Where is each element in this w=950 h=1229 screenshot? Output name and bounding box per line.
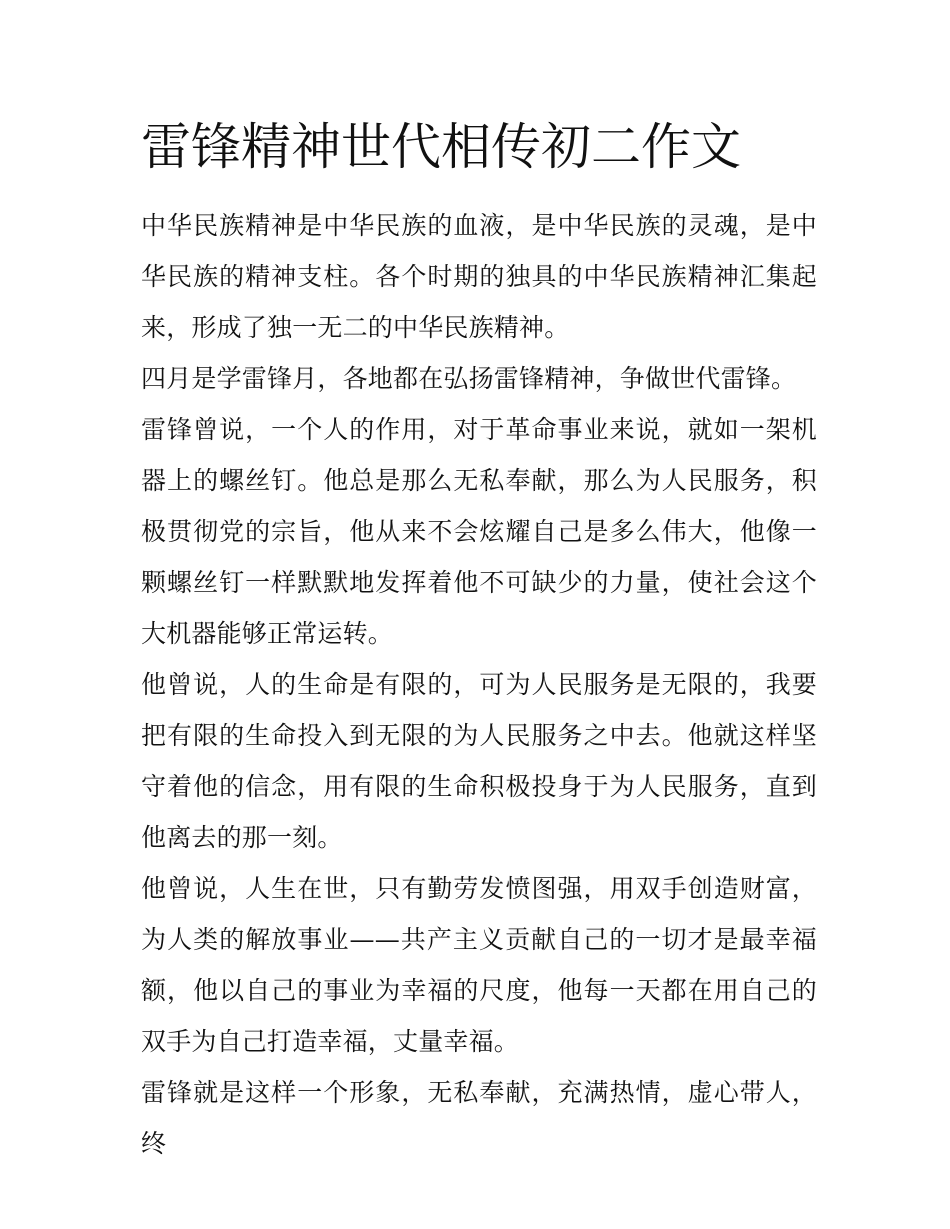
paragraph-2: 四月是学雷锋月，各地都在弘扬雷锋精神，争做世代雷锋。 bbox=[141, 364, 797, 393]
paragraph-3: 雷锋曾说，一个人的作用，对于革命事业来说，就如一架机器上的螺丝钉。他总是那么无私奉献，那么为人民服务，积极贯彻党的宗旨，他从来不会炫耀自己是多么伟大，他像一颗螺丝钉一样默默地发挥着他不可缺少的力量，使社会这个大机器能够正常运转。 bbox=[141, 415, 817, 648]
paragraph-4: 他曾说，人的生命是有限的，可为人民服务是无限的，我要把有限的生命投入到无限的为人民服务之中去。他就这样坚守着他的信念，用有限的生命积极投身于为人民服务，直到他离去的那一刻。 bbox=[141, 670, 817, 852]
document-content bbox=[141, 112, 817, 1169]
paragraph-1: 中华民族精神是中华民族的血液，是中华民族的灵魂，是中华民族的精神支柱。各个时期的独具的中华民族精神汇集起来，形成了独一无二的中华民族精神。 bbox=[141, 211, 817, 342]
paragraph-6: 雷锋就是这样一个形象，无私奉献，充满热情，虚心带人，终 bbox=[141, 1078, 817, 1158]
document-body bbox=[141, 200, 817, 1169]
paragraph-5: 他曾说，人生在世，只有勤劳发愤图强，用双手创造财富，为人类的解放事业——共产主义贡献自己的一切才是最幸福额，他以自己的事业为幸福的尺度，他每一天都在用自己的双手为自己打造幸福，丈量幸福。 bbox=[141, 874, 817, 1056]
document-title: 雷锋精神世代相传初二作文 bbox=[141, 118, 741, 176]
